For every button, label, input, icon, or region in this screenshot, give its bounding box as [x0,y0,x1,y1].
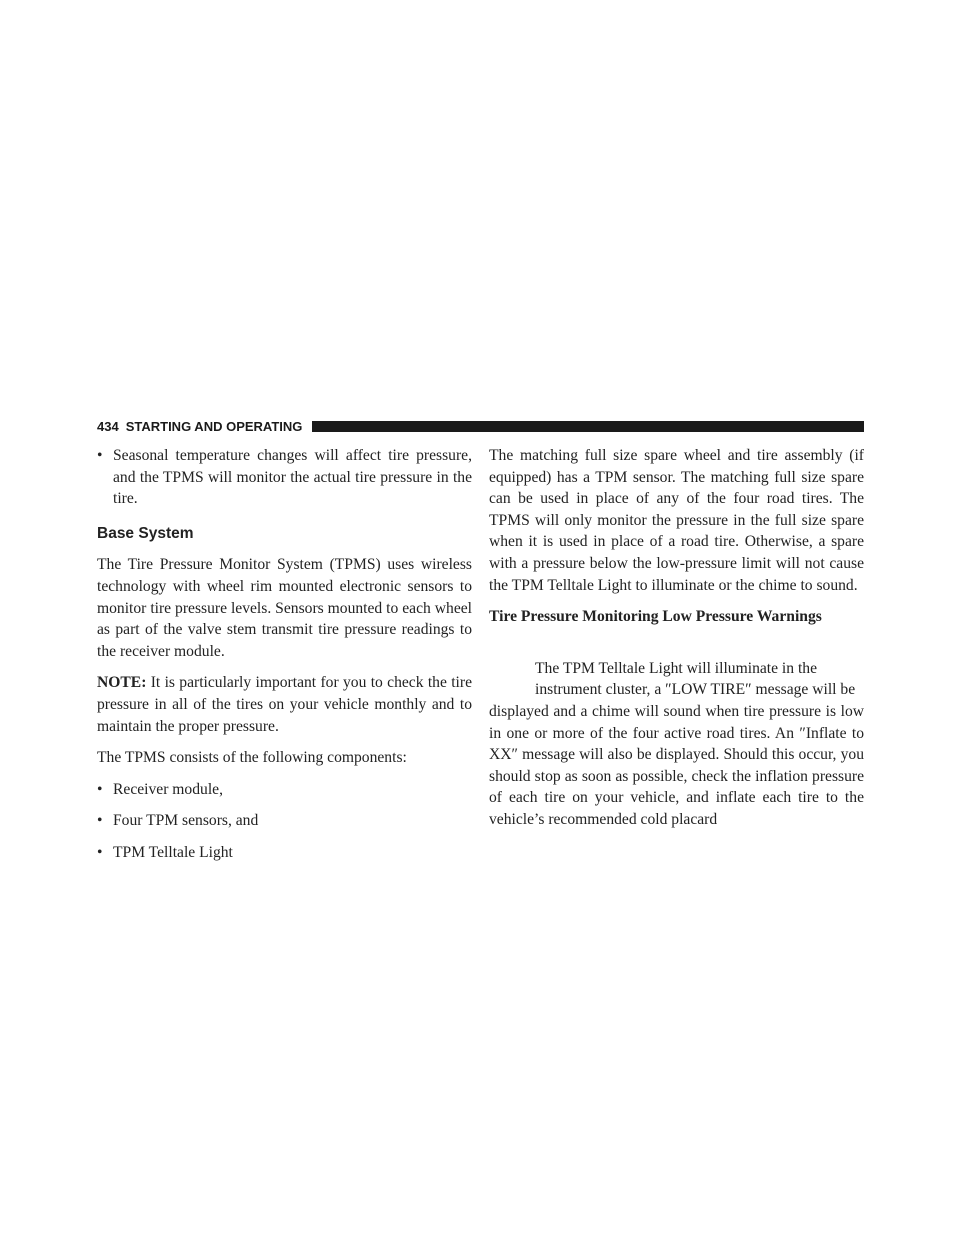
heading-base-system: Base System [97,524,194,542]
left-column [97,445,472,874]
paragraph-spare: The matching full size spare wheel and tire assembly (if equipped) has a TPM sensor. The matching full size spare can be used in place of any of the four road tires. The TPMS will only monitor the pressure in the full size spare when it is used in place of a road tire. Otherwise, a spare with a pressure below the low-pressure limit will not cause the TPM Telltale Light to illuminate or the chime to sound. [489,447,864,594]
list-item [97,445,472,510]
list-item [97,810,472,832]
warning-line-2: instrument cluster, a ″LOW TIRE″ message will be [535,681,856,699]
bullet-icon: • [97,447,103,464]
right-column [489,445,864,831]
note-paragraph [97,672,472,737]
component-sensors: Four TPM sensors, and [113,812,259,830]
component-receiver: Receiver module, [113,780,223,798]
list-item [97,842,472,864]
note-text: It is particularly important for you to check the tire pressure in all of the tires on your vehicle monthly and to maintain the proper pressure. [97,674,472,735]
bullet-icon: • [97,812,103,830]
component-telltale: TPM Telltale Light [113,843,233,861]
section-title: STARTING AND OPERATING [125,418,303,434]
warning-line-1: The TPM Telltale Light will illuminate in the [535,659,818,677]
bullet-icon: • [97,780,103,798]
page-header [97,418,864,434]
bullet-text-seasonal: Seasonal temperature changes will affect tire pressure, and the TPMS will monitor the actual tire pressure in the tire. [113,447,472,508]
warning-paragraph [489,658,864,831]
note-label: NOTE: [97,674,147,692]
paragraph-tpms-description: The Tire Pressure Monitor System (TPMS) uses wireless technology with wheel rim mounted electronic sensors to monitor tire pressure levels. Sensors mounted to each wheel as part of the valve stem transmit tire pressure readings to the receiver module. [97,556,472,660]
paragraph-components: The TPMS consists of the following components: [97,749,407,767]
heading-low-pressure-warnings: Tire Pressure Monitoring Low Pressure Warnings [489,608,822,626]
bullet-icon: • [97,843,103,861]
warning-text: displayed and a chime will sound when tire pressure is low in one or more of the four active road tires. An ″Inflate to XX″ message will also be displayed. Should this occur, you should stop as soon as possible, check the inflation pressure of each tire on your vehicle, and inflate each tire to the vehicle’s recommended cold placard [489,702,864,828]
page-number: 434 [97,418,119,434]
header-rule [312,421,864,432]
list-item [97,779,472,801]
